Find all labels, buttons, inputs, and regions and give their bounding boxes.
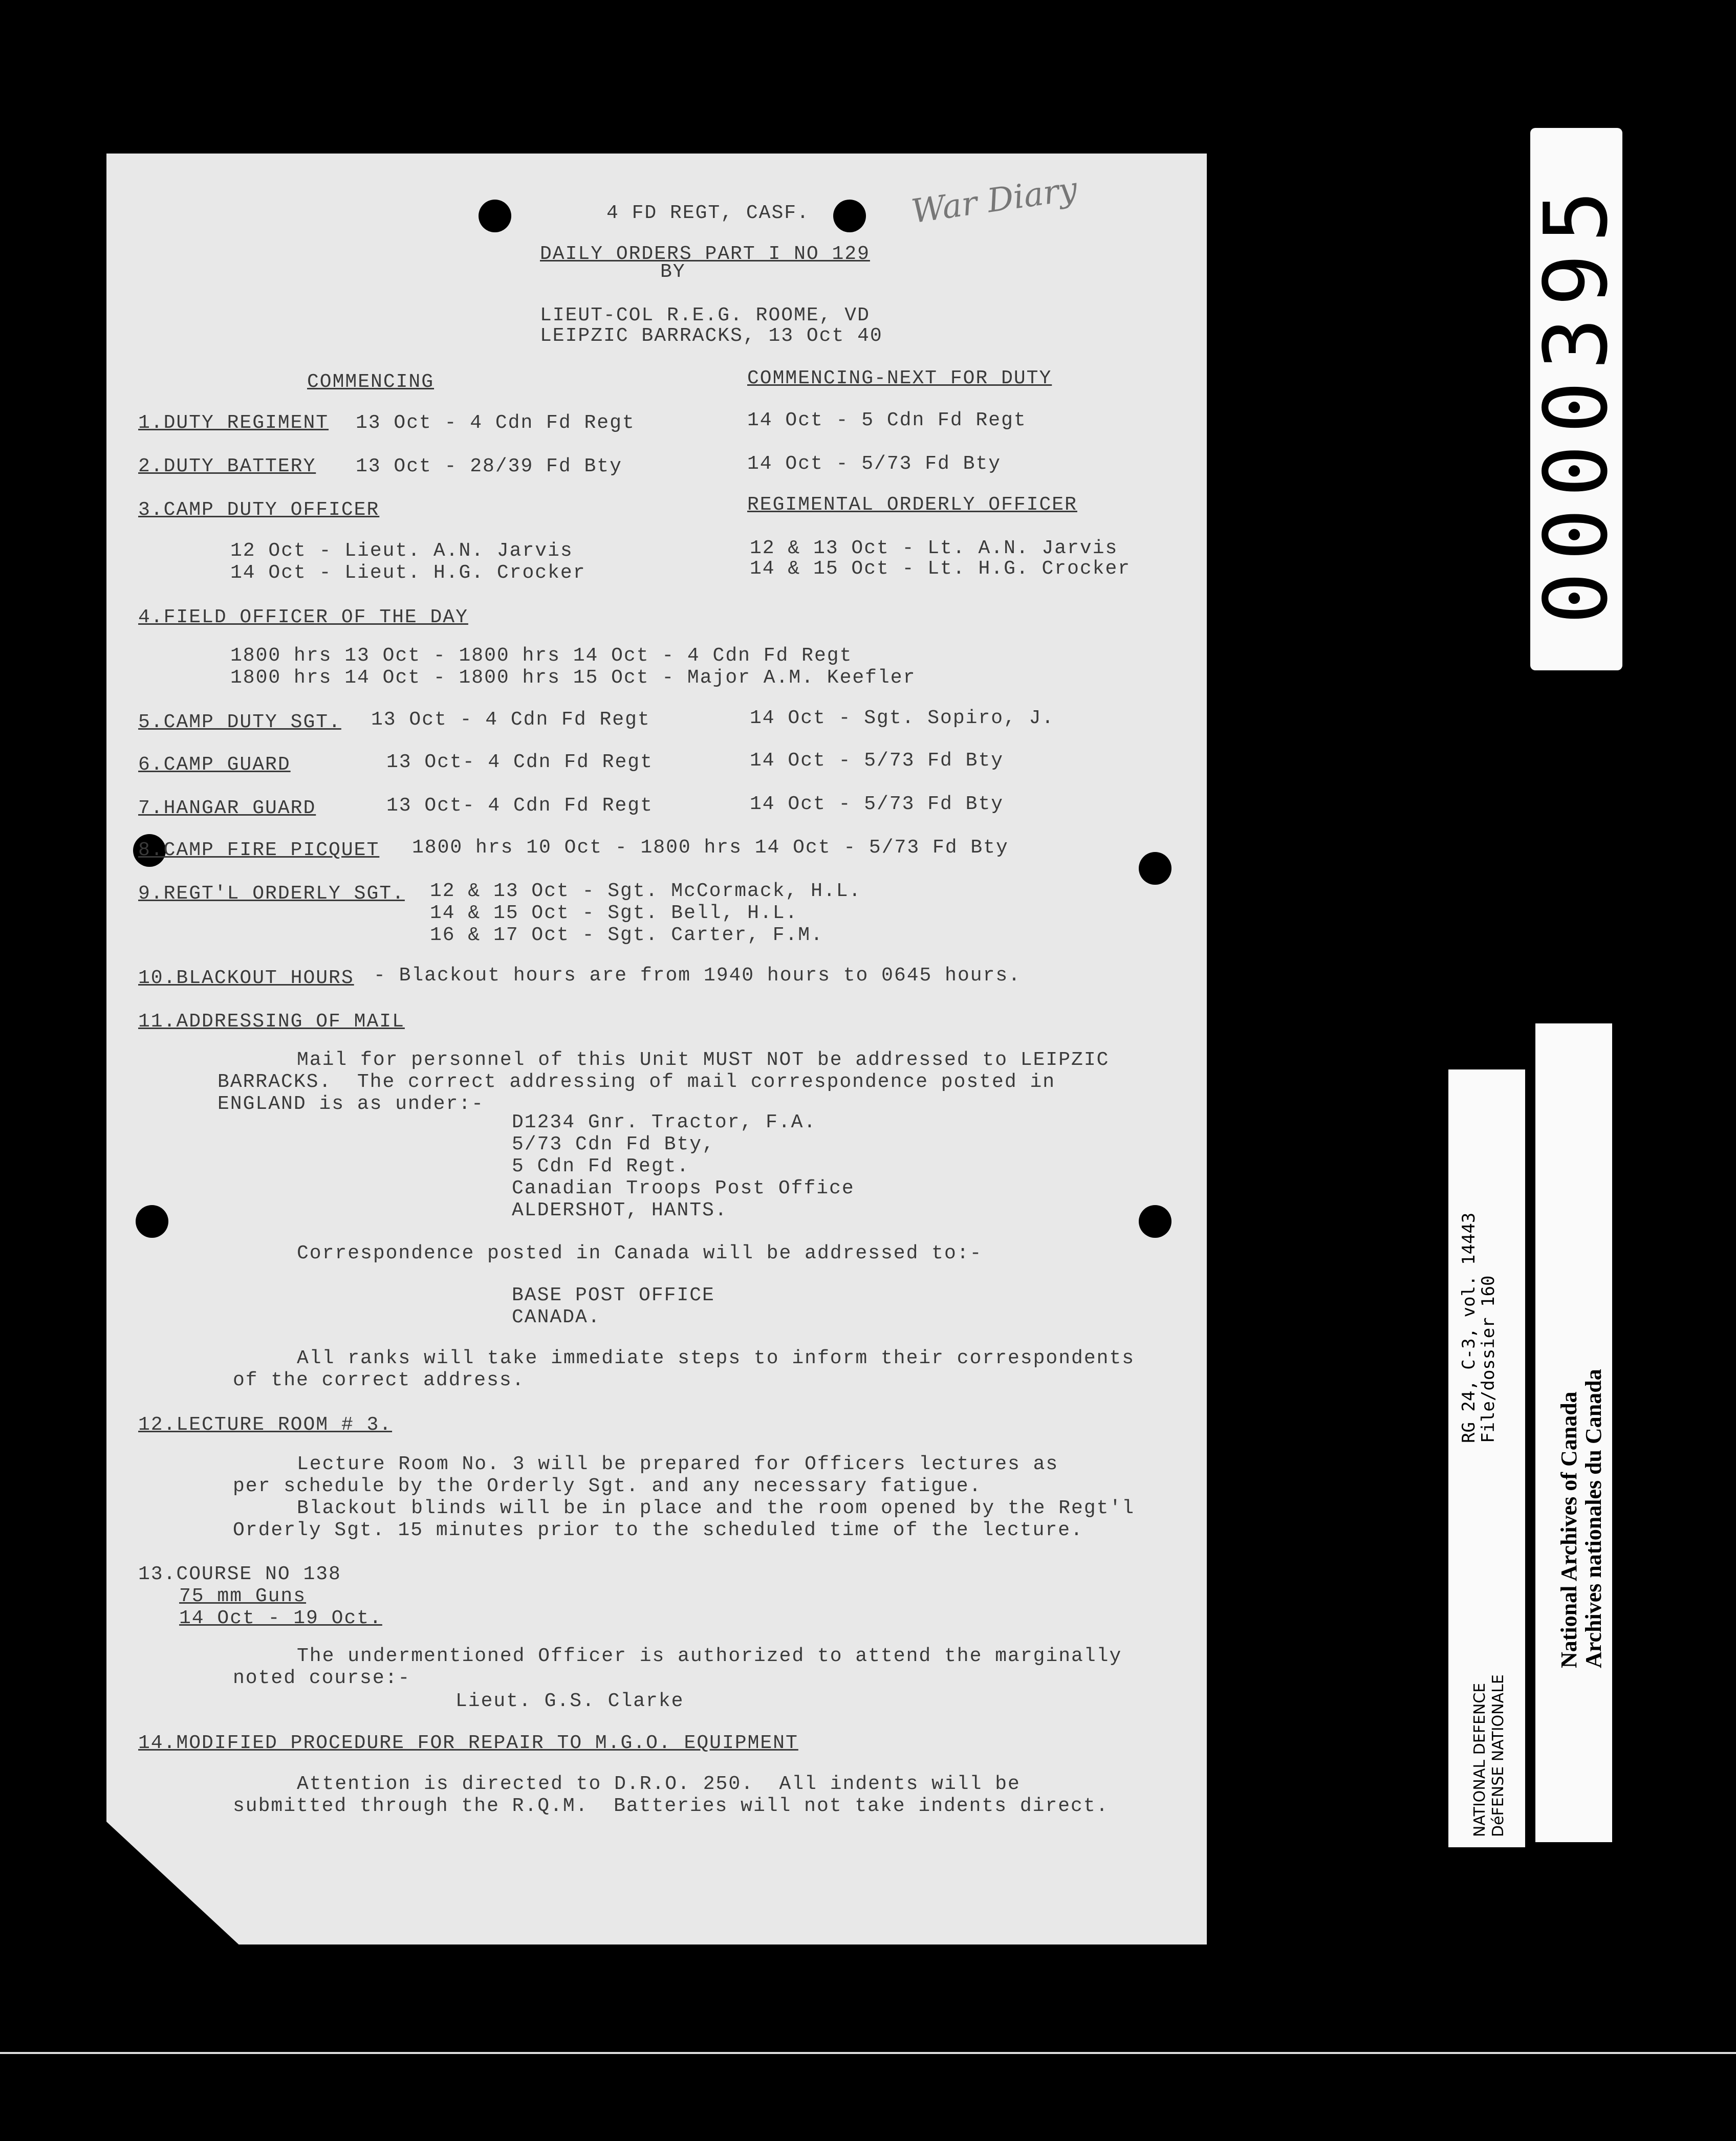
paragraph-line: BARRACKS. The correct addressing of mail correspondence posted in	[218, 1071, 1056, 1093]
item-title: 14.MODIFIED PROCEDURE FOR REPAIR TO M.G.O. EQUIPMENT	[138, 1732, 798, 1754]
punch-hole	[479, 200, 511, 232]
paragraph-line: All ranks will take immediate steps to inform their correspondents	[297, 1347, 1135, 1369]
paragraph-line: of the correct address.	[233, 1369, 525, 1391]
punch-hole	[1139, 1205, 1171, 1238]
item-title: 5.CAMP DUTY SGT.	[138, 711, 341, 733]
paragraph-line: Correspondence posted in Canada will be addressed to:-	[297, 1242, 983, 1264]
item-value: 1800 hrs 10 Oct - 1800 hrs 14 Oct - 5/73 Fd Bty	[412, 837, 1009, 859]
frame-number: 0000395	[1526, 179, 1628, 625]
reference-label	[1448, 1069, 1525, 1847]
item-value: - Blackout hours are from 1940 hours to 0645 hours.	[374, 965, 1021, 987]
item-value: 14 Oct - Sgt. Sopiro, J.	[750, 707, 1055, 729]
item-value: 14 & 15 Oct - Sgt. Bell, H.L.	[430, 902, 798, 924]
item-value: 16 & 17 Oct - Sgt. Carter, F.M.	[430, 924, 823, 946]
archives-line: Archives nationales du Canada	[1581, 1369, 1606, 1668]
item-value: 12 & 13 Oct - Sgt. McCormack, H.L.	[430, 880, 862, 902]
item-value: 1800 hrs 13 Oct - 1800 hrs 14 Oct - 4 Cdn Fd Regt	[230, 645, 853, 667]
column-header-commencing: COMMENCING	[307, 371, 435, 393]
paragraph-line: submitted through the R.Q.M. Batteries will not take indents direct.	[233, 1795, 1109, 1817]
item-title: 3.CAMP DUTY OFFICER	[138, 499, 380, 521]
item-value: 13 Oct - 28/39 Fd Bty	[356, 455, 622, 477]
item-title: 8.CAMP FIRE PICQUET	[138, 839, 380, 861]
item-title: 13.COURSE NO 138	[138, 1563, 341, 1585]
punch-hole	[1139, 852, 1171, 885]
address-line: BASE POST OFFICE	[512, 1284, 715, 1306]
address-line: 5/73 Cdn Fd Bty,	[512, 1133, 715, 1155]
paragraph-line: Lecture Room No. 3 will be prepared for Officers lectures as	[297, 1453, 1059, 1475]
margin-note: 75 mm Guns	[179, 1585, 307, 1607]
item-value: 1800 hrs 14 Oct - 1800 hrs 15 Oct - Major A.M. Keefler	[230, 667, 916, 689]
paragraph-line: per schedule by the Orderly Sgt. and any necessary fatigue.	[233, 1475, 982, 1497]
header-commander: LIEUT-COL R.E.G. ROOME, VD	[540, 304, 870, 326]
item-value: 14 Oct - Lieut. H.G. Crocker	[230, 562, 586, 584]
paragraph-line: Blackout blinds will be in place and the room opened by the Regt'l	[297, 1497, 1135, 1519]
paragraph-line: Attention is directed to D.R.O. 250. All indents will be	[297, 1773, 1021, 1795]
item-title: 4.FIELD OFFICER OF THE DAY	[138, 606, 468, 628]
item-value: 14 Oct - 5/73 Fd Bty	[750, 793, 1004, 815]
header-orders: DAILY ORDERS PART I NO 129	[540, 243, 870, 265]
archives-label	[1535, 1023, 1612, 1842]
paragraph-line: noted course:-	[233, 1667, 411, 1689]
header-by: BY	[660, 261, 686, 283]
paragraph-line: The undermentioned Officer is authorized to attend the marginally	[297, 1645, 1122, 1667]
header-location-date: LEIPZIC BARRACKS, 13 Oct 40	[540, 325, 883, 347]
punch-hole	[833, 200, 866, 232]
item-value: 12 Oct - Lieut. A.N. Jarvis	[230, 540, 573, 562]
department-line: DéFENSE NATIONALE	[1489, 1674, 1507, 1837]
paragraph-line: Orderly Sgt. 15 minutes prior to the scheduled time of the lecture.	[233, 1519, 1083, 1541]
item-title: 1.DUTY REGIMENT	[138, 412, 329, 434]
punch-hole	[136, 1205, 168, 1238]
item-value: 13 Oct- 4 Cdn Fd Regt	[386, 751, 653, 773]
item-title: 6.CAMP GUARD	[138, 754, 291, 776]
item-value: 13 Oct - 4 Cdn Fd Regt	[371, 709, 650, 731]
item-title: 10.BLACKOUT HOURS	[138, 967, 354, 989]
item-value: 13 Oct - 4 Cdn Fd Regt	[356, 412, 635, 434]
paragraph-line: Mail for personnel of this Unit MUST NOT be addressed to LEIPZIC	[297, 1049, 1110, 1071]
handwritten-note: War Diary	[909, 170, 1080, 231]
item-title: 9.REGT'L ORDERLY SGT.	[138, 883, 405, 905]
item-value: 14 Oct - 5/73 Fd Bty	[747, 453, 1002, 475]
address-line: Canadian Troops Post Office	[512, 1177, 855, 1199]
address-line: 5 Cdn Fd Regt.	[512, 1155, 690, 1177]
paragraph-line: Lieut. G.S. Clarke	[455, 1690, 684, 1712]
column-header-next: COMMENCING-NEXT FOR DUTY	[747, 367, 1052, 389]
item-value: 14 Oct - 5 Cdn Fd Regt	[747, 409, 1027, 431]
item-value: 14 & 15 Oct - Lt. H.G. Crocker	[750, 558, 1131, 580]
department-line: NATIONAL DEFENCE	[1471, 1683, 1489, 1837]
item-subtitle: REGIMENTAL ORDERLY OFFICER	[747, 494, 1077, 516]
divider	[0, 2052, 1736, 2054]
address-line: D1234 Gnr. Tractor, F.A.	[512, 1111, 817, 1133]
reference-line: File/dossier 160	[1478, 1275, 1499, 1443]
archives-line: National Archives of Canada	[1556, 1391, 1581, 1668]
item-title: 12.LECTURE ROOM # 3.	[138, 1414, 393, 1436]
item-title: 7.HANGAR GUARD	[138, 797, 316, 819]
reference-line: RG 24, C-3, vol. 14443	[1459, 1212, 1479, 1443]
item-title: 11.ADDRESSING OF MAIL	[138, 1011, 405, 1033]
margin-note: 14 Oct - 19 Oct.	[179, 1607, 382, 1629]
address-line: CANADA.	[512, 1306, 601, 1328]
item-title: 2.DUTY BATTERY	[138, 455, 316, 477]
header-unit: 4 FD REGT, CASF.	[606, 202, 810, 224]
paragraph-line: ENGLAND is as under:-	[218, 1093, 484, 1115]
item-value: 13 Oct- 4 Cdn Fd Regt	[386, 795, 653, 817]
address-line: ALDERSHOT, HANTS.	[512, 1199, 728, 1221]
item-value: 12 & 13 Oct - Lt. A.N. Jarvis	[750, 537, 1118, 559]
item-value: 14 Oct - 5/73 Fd Bty	[750, 750, 1004, 772]
